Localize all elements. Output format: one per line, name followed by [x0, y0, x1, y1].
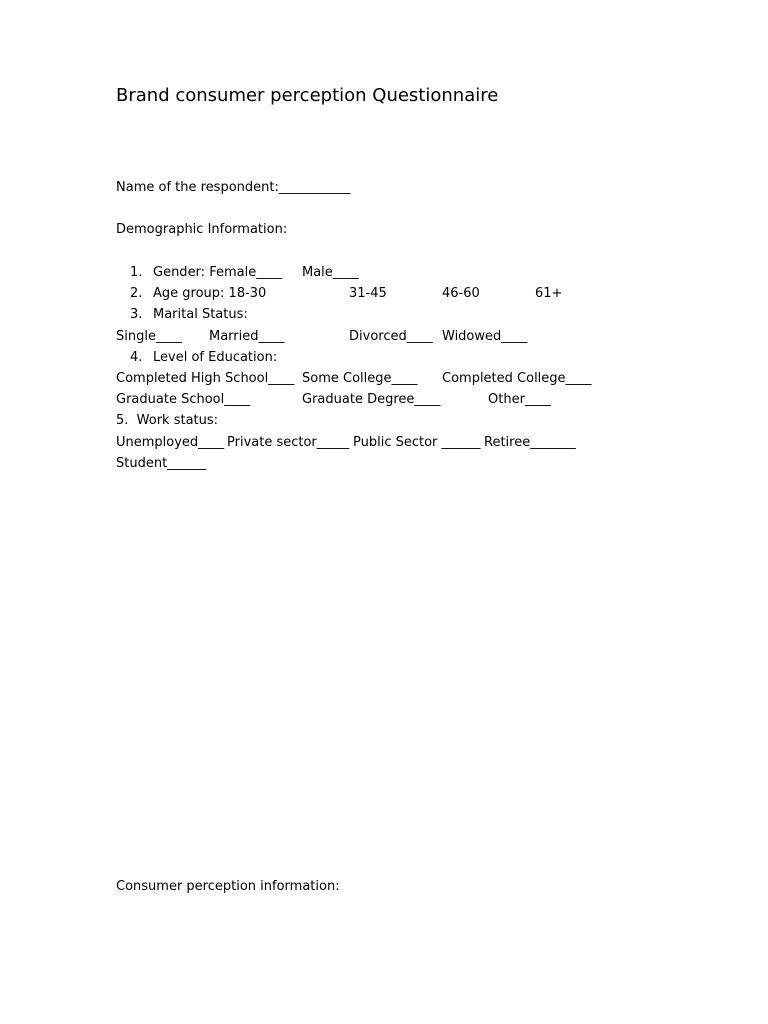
work-private-sector-option: Private sector_____	[227, 435, 350, 450]
age-option-31-45: 31-45	[349, 286, 387, 301]
age-option-61-plus: 61+	[535, 286, 563, 301]
work-retiree-option: Retiree_______	[484, 435, 576, 450]
gender-female-option: Gender: Female____	[153, 265, 283, 280]
work-public-sector-option: Public Sector ______	[353, 435, 481, 450]
education-other-option: Other____	[488, 392, 551, 407]
gender-male-option: Male____	[302, 265, 359, 280]
list-number: 2.	[130, 286, 143, 301]
education-label: Level of Education:	[153, 350, 278, 365]
document-title: Brand consumer perception Questionnaire	[116, 85, 499, 106]
age-option-46-60: 46-60	[442, 286, 480, 301]
marital-status-label: Marital Status:	[153, 307, 248, 322]
education-some-college-option: Some College____	[302, 371, 418, 386]
list-number: 1.	[130, 265, 143, 280]
consumer-perception-heading: Consumer perception information:	[116, 879, 340, 894]
respondent-name-line: Name of the respondent:___________	[116, 180, 351, 195]
education-graduate-degree-option: Graduate Degree____	[302, 392, 441, 407]
marital-single-option: Single____	[116, 329, 182, 344]
education-high-school-option: Completed High School____	[116, 371, 295, 386]
demographic-heading: Demographic Information:	[116, 222, 288, 237]
education-graduate-school-option: Graduate School____	[116, 392, 251, 407]
age-option-18-30: Age group: 18-30	[153, 286, 267, 301]
marital-married-option: Married____	[209, 329, 285, 344]
work-status-label: 5. Work status:	[116, 413, 219, 428]
work-unemployed-option: Unemployed____	[116, 435, 225, 450]
education-completed-college-option: Completed College____	[442, 371, 592, 386]
list-number: 3.	[130, 307, 143, 322]
marital-divorced-option: Divorced____	[349, 329, 433, 344]
work-student-option: Student______	[116, 456, 207, 471]
list-number: 4.	[130, 350, 143, 365]
marital-widowed-option: Widowed____	[442, 329, 528, 344]
